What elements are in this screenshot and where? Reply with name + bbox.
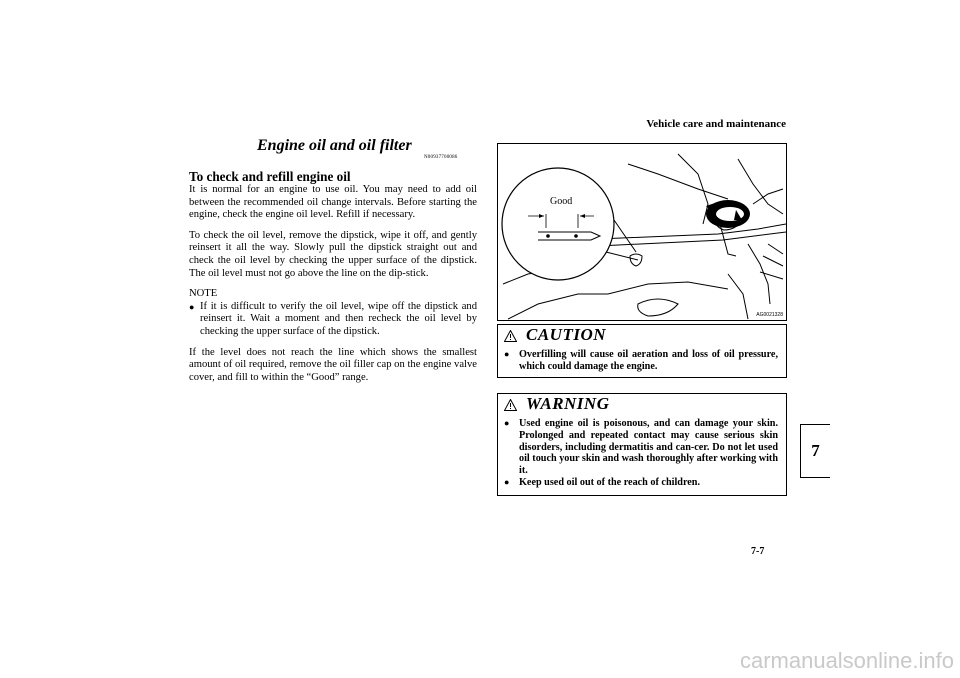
- caution-header: [498, 325, 786, 347]
- watermark: carmanualsonline.info: [739, 648, 954, 673]
- body-text-column: [189, 169, 477, 384]
- warning-item: [504, 418, 778, 477]
- warning-triangle-icon: [504, 399, 517, 411]
- figure-code: AG0021328: [756, 312, 783, 318]
- bullet-icon: ●: [504, 418, 510, 428]
- engine-illustration: [497, 143, 787, 321]
- section-code: N00937700086: [424, 155, 458, 160]
- warning-item: [504, 477, 778, 489]
- bullet-icon: ●: [504, 476, 510, 487]
- warning-text-1: Used engine oil is poisonous, and can damage your skin. Prolonged and repeated contact may cause serious skin disorders, including dermatitis and can-cer. Do not let used oil touch your skin and wash thoroughly after working with it.: [519, 418, 778, 477]
- warning-box: [497, 393, 787, 496]
- paragraph-1: It is normal for an engine to use oil. You may need to add oil between the recommended oil change intervals. Before starting the engine, check the engine oil level. Refill if necessary.: [189, 184, 477, 221]
- good-range-label: Good: [550, 196, 573, 207]
- warning-header: [498, 394, 786, 416]
- page-number: 7-7: [751, 546, 765, 557]
- warning-triangle-icon: [504, 330, 517, 342]
- paragraph-2: To check the oil level, remove the dipstick, wipe it off, and gently reinsert it all the way. Slowly pull the dipstick straight out and check the oil level by checking the upper surface of the dipstick. The oil level must not go above the line on the dip-stick.: [189, 229, 477, 279]
- note-label: NOTE: [189, 288, 218, 300]
- warning-text-2: Keep used oil out of the reach of children.: [519, 476, 701, 488]
- chapter-tab: 7: [800, 424, 830, 478]
- caution-item: [504, 349, 778, 373]
- caution-text: Overfilling will cause oil aeration and loss of oil pressure, which could damage the engine.: [519, 349, 778, 372]
- page-header-title: Vehicle care and maintenance: [646, 118, 786, 130]
- warning-title: WARNING: [526, 394, 610, 413]
- engine-drawing: [498, 144, 787, 321]
- section-title: Engine oil and oil filter: [257, 137, 412, 154]
- bullet-icon: ●: [504, 349, 510, 359]
- subsection-title: To check and refill engine oil: [189, 169, 351, 184]
- caution-title: CAUTION: [526, 325, 607, 344]
- caution-box: [497, 324, 787, 378]
- paragraph-3: If the level does not reach the line which shows the smallest amount of oil required, remove the oil filler cap on the engine valve cover, and fill to within the “Good” range.: [189, 346, 477, 383]
- note-item: [189, 301, 477, 339]
- bullet-icon: ●: [189, 301, 195, 312]
- dipstick-handle-icon: [706, 200, 750, 228]
- note-text: If it is difficult to verify the oil level, wipe off the dipstick and reinsert it. Wait a moment and then recheck the oil level by checking the upper surface of the dipstick.: [200, 300, 477, 337]
